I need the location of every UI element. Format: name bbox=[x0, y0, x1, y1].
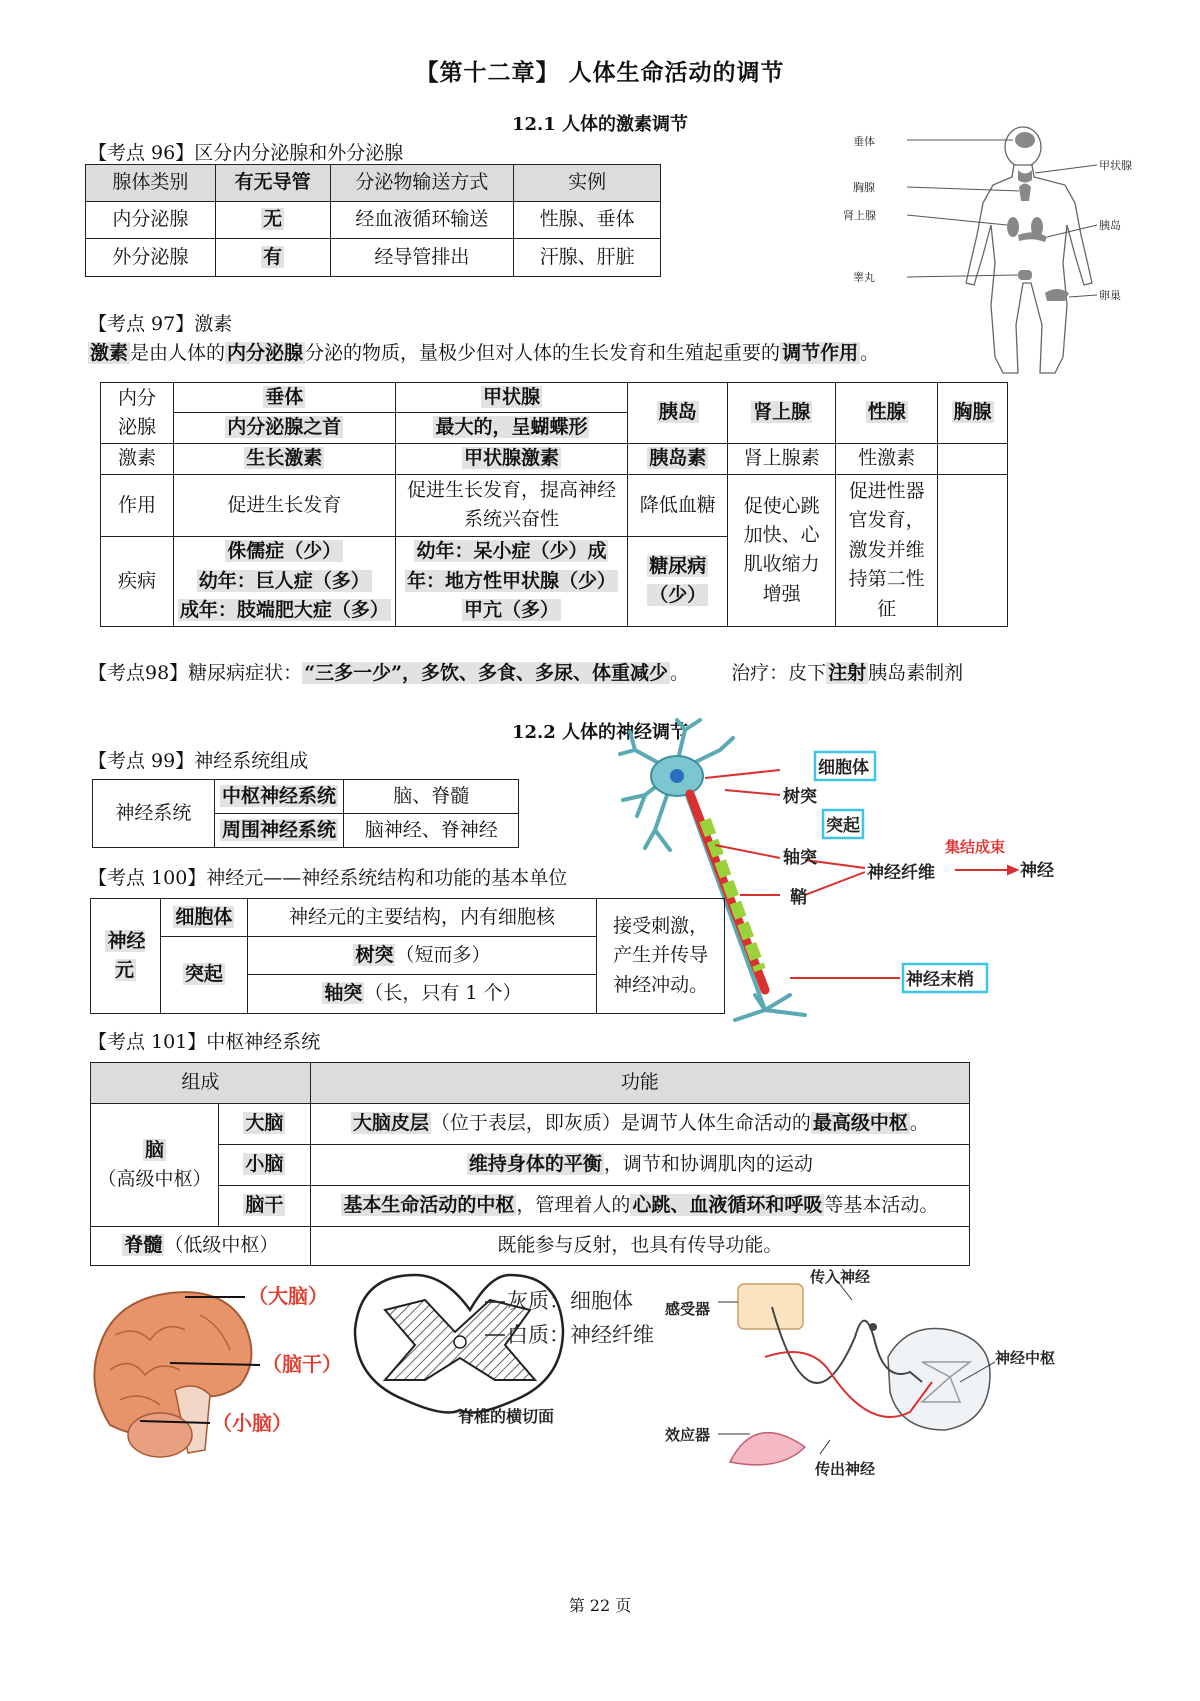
gland-table bbox=[85, 164, 661, 277]
kp98-line bbox=[88, 658, 963, 685]
brain-label-cerebrum: （大脑） bbox=[248, 1284, 328, 1308]
cord-label-white: 白质：神经纤维 bbox=[507, 1323, 654, 1347]
thymus-shape bbox=[1019, 184, 1031, 202]
function-islet: 降低血糖 bbox=[628, 474, 728, 536]
term-endocrine: 内分泌腺 bbox=[227, 342, 304, 364]
kp99-heading: 【考点 99】神经系统组成 bbox=[88, 750, 309, 772]
testis-shape bbox=[1018, 270, 1032, 280]
hormone-thymus bbox=[938, 443, 1008, 474]
neuron-label-nerve: 神经 bbox=[1020, 861, 1054, 881]
endocrine-body-figure bbox=[843, 125, 1132, 380]
neuron-axon-desc: 轴突 （长，只有 1 个） bbox=[247, 975, 596, 1014]
row-label-disease: 疾病 bbox=[101, 536, 174, 626]
body-label-testis: 睾丸 bbox=[853, 271, 875, 284]
gland-islet: 胰岛 bbox=[628, 383, 728, 444]
gland-thyroid: 甲状腺 bbox=[395, 383, 628, 413]
text: 是由人体的 bbox=[130, 342, 226, 364]
gland-pituitary: 垂体 bbox=[173, 383, 395, 413]
neuron-label-process: 突起 bbox=[826, 816, 860, 836]
neuron-label-axon: 轴突 bbox=[783, 848, 817, 868]
gland-cell: 汗腺、肝脏 bbox=[514, 239, 661, 277]
cerebellum-shape bbox=[128, 1413, 192, 1457]
ns-central-parts: 脑、脊髓 bbox=[344, 780, 519, 814]
reflex-label-afferent: 传入神经 bbox=[810, 1268, 871, 1286]
neuron-label-body: 细胞体 bbox=[818, 758, 869, 778]
neuron-label-fiber: 神经纤维 bbox=[867, 863, 935, 883]
text: 。 bbox=[670, 662, 690, 684]
hormone-thyroid: 甲状腺激素 bbox=[395, 443, 628, 474]
brain-label-cerebellum: （小脑） bbox=[212, 1411, 292, 1435]
cns-brainstem-function: 基本生命活动的中枢 ，管理着人的 心跳、血液循环和呼吸 等基本活动。 bbox=[310, 1186, 969, 1227]
section-12-1-heading: 12.1 人体的激素调节 bbox=[511, 114, 689, 135]
term-hormone: 激素 bbox=[90, 342, 129, 364]
receptor-shape bbox=[738, 1284, 803, 1329]
body-label-thyroid: 甲状腺 bbox=[1099, 159, 1132, 172]
cns-cerebellum-function: 维持身体的平衡 ，调节和协调肌肉的运动 bbox=[310, 1145, 969, 1186]
cord-label-grey: 灰质：细胞体 bbox=[507, 1289, 633, 1313]
gland-cell: 内分泌腺 bbox=[86, 202, 216, 239]
function-thyroid: 促进生长发育，提高神经 系统兴奋性 bbox=[395, 474, 628, 536]
gland-cell: 无 bbox=[215, 202, 330, 239]
neuron-table bbox=[90, 898, 725, 1014]
neuron-label-bundle: 集结成束 bbox=[945, 838, 1006, 856]
kp96-heading: 【考点 96】区分内分泌腺和外分泌腺 bbox=[88, 142, 404, 164]
text: 。 bbox=[860, 342, 880, 364]
gland-sex: 性腺 bbox=[836, 383, 938, 444]
cns-cerebrum-function: 大脑皮层 （位于表层，即灰质）是调节人体生命活动的 最高级中枢 。 bbox=[310, 1104, 969, 1145]
reflex-arc-figure bbox=[660, 1262, 1080, 1482]
thyroid-note: 最大的，呈蝴蝶形 bbox=[395, 413, 628, 443]
kp97-heading: 【考点 97】激素 bbox=[88, 313, 233, 335]
cns-cerebrum: 大脑 bbox=[218, 1104, 310, 1145]
body-label-pituitary: 垂体 bbox=[853, 135, 875, 148]
treatment-text: 治疗：皮下 bbox=[731, 662, 827, 684]
body-label-islet: 胰岛 bbox=[1099, 219, 1121, 232]
nervous-system-table bbox=[92, 779, 519, 848]
function-thymus bbox=[938, 474, 1008, 626]
ns-label: 神经系统 bbox=[93, 780, 215, 848]
cns-cerebellum: 小脑 bbox=[218, 1145, 310, 1186]
kp100-heading: 【考点 100】神经元——神经系统结构和功能的基本单位 bbox=[88, 867, 568, 889]
spinal-cord-figure bbox=[345, 1270, 665, 1430]
gland-header-duct: 有无导管 bbox=[215, 165, 330, 202]
cns-header-function: 功能 bbox=[310, 1063, 969, 1104]
neuron-label-sheath: 鞘 bbox=[790, 888, 807, 908]
body-label-ovary: 卵巢 bbox=[1099, 289, 1121, 302]
disease-islet: 糖尿病 （少） bbox=[628, 536, 728, 626]
text: 分泌的物质，量极少但对人体的生长发育和生殖起重要的 bbox=[305, 342, 781, 364]
row-label-hormone: 激素 bbox=[101, 443, 174, 474]
hormone-definition bbox=[88, 338, 879, 365]
text: 胰岛素制剂 bbox=[868, 662, 964, 684]
hormone-table bbox=[100, 382, 1008, 627]
section-12-2-heading: 12.2 人体的神经调节 bbox=[511, 722, 689, 743]
hormone-sex: 性激素 bbox=[836, 443, 938, 474]
neuron-label-ending: 神经末梢 bbox=[906, 970, 974, 990]
gland-cell: 外分泌腺 bbox=[86, 239, 216, 277]
cns-brainstem: 脑干 bbox=[218, 1186, 310, 1227]
page-number: 第 22 页 bbox=[568, 1596, 632, 1615]
cns-table bbox=[90, 1062, 970, 1266]
neuron-nucleus-shape bbox=[670, 769, 684, 783]
cord-caption: 脊椎的横切面 bbox=[458, 1407, 555, 1426]
reflex-label-efferent: 传出神经 bbox=[815, 1460, 876, 1478]
hormone-pituitary: 生长激素 bbox=[173, 443, 395, 474]
term-injection: 注射 bbox=[828, 662, 867, 684]
gland-adrenal: 肾上腺 bbox=[728, 383, 836, 444]
function-pituitary: 促进生长发育 bbox=[173, 474, 395, 536]
body-label-thymus: 胸腺 bbox=[853, 181, 875, 194]
ns-peripheral: 周围神经系统 bbox=[214, 814, 344, 848]
cns-brain: 脑 （高级中枢） bbox=[91, 1104, 219, 1227]
reflex-label-receptor: 感受器 bbox=[665, 1300, 711, 1318]
hormone-adrenal: 肾上腺素 bbox=[728, 443, 836, 474]
row-label-function: 作用 bbox=[101, 474, 174, 536]
function-sex: 促进性器 官发育， 激发并维 持第二性 征 bbox=[836, 474, 938, 626]
neuron-cell-body: 细胞体 bbox=[160, 899, 247, 937]
ns-central: 中枢神经系统 bbox=[214, 780, 344, 814]
neuron-dendrite-desc: 树突 （短而多） bbox=[247, 937, 596, 975]
neuron-label-dendrite: 树突 bbox=[783, 787, 817, 807]
disease-pituitary: 侏儒症（少） 幼年：巨人症（多） 成年：肢端肥大症（多） bbox=[173, 536, 395, 626]
pituitary-shape bbox=[1015, 132, 1035, 148]
gland-cell: 经导管排出 bbox=[330, 239, 514, 277]
gland-thymus: 胸腺 bbox=[938, 383, 1008, 444]
gland-header-type: 腺体类别 bbox=[86, 165, 216, 202]
neuron-cell-body-desc: 神经元的主要结构，内有细胞核 bbox=[247, 899, 596, 937]
term-regulation: 调节作用 bbox=[782, 342, 859, 364]
body-label-adrenal: 肾上腺 bbox=[843, 209, 876, 222]
effector-shape bbox=[730, 1433, 805, 1465]
brain-figure bbox=[80, 1275, 350, 1465]
pituitary-note: 内分泌腺之首 bbox=[173, 413, 395, 443]
cns-spinal-cord-function: 既能参与反射，也具有传导功能。 bbox=[310, 1227, 969, 1266]
gland-cell: 性腺、垂体 bbox=[514, 202, 661, 239]
kp101-heading: 【考点 101】中枢神经系统 bbox=[88, 1031, 321, 1053]
reflex-label-center: 神经中枢 bbox=[995, 1349, 1056, 1367]
neuron-function: 接受刺激， 产生并传导 神经冲动。 bbox=[597, 899, 725, 1014]
neuron-label: 神经元 bbox=[91, 899, 161, 1014]
gland-header-transport: 分泌物输送方式 bbox=[330, 165, 514, 202]
cns-spinal-cord: 脊髓 （低级中枢） bbox=[91, 1227, 311, 1266]
hormone-islet: 胰岛素 bbox=[628, 443, 728, 474]
disease-thyroid: 幼年：呆小症（少）成 年：地方性甲状腺（少） 甲亢（多） bbox=[395, 536, 628, 626]
gland-header-example: 实例 bbox=[514, 165, 661, 202]
reflex-label-effector: 效应器 bbox=[665, 1426, 711, 1444]
cns-header-composition: 组成 bbox=[91, 1063, 311, 1104]
gland-cell: 有 bbox=[215, 239, 330, 277]
function-adrenal: 促使心跳 加快、心 肌收缩力 增强 bbox=[728, 474, 836, 626]
kp98-heading: 【考点98】糖尿病症状： bbox=[88, 662, 303, 684]
ns-peripheral-parts: 脑神经、脊神经 bbox=[344, 814, 519, 848]
chapter-title: 【第十二章】 人体生命活动的调节 bbox=[415, 59, 785, 86]
diabetes-symptoms: “三多一少”，多饮、多食、多尿、体重减少 bbox=[304, 662, 669, 684]
row-label-gland: 内分 泌腺 bbox=[101, 383, 174, 444]
gland-cell: 经血液循环输送 bbox=[330, 202, 514, 239]
adrenal-shape-left bbox=[1007, 217, 1019, 237]
brain-label-brainstem: （脑干） bbox=[262, 1352, 342, 1376]
neuron-process: 突起 bbox=[160, 937, 247, 1014]
